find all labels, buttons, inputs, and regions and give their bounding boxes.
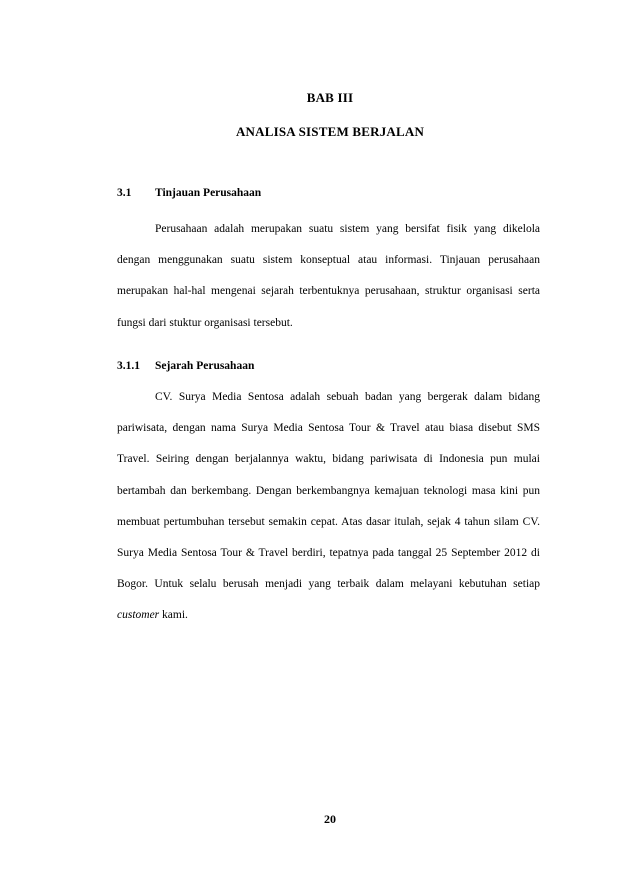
chapter-title: ANALISA SISTEM BERJALAN [235,124,425,139]
chapter-number: BAB III [306,90,354,105]
section-title: Tinjauan Perusahaan [155,187,262,199]
page-number: 20 [324,812,336,826]
section-paragraph: Perusahaan adalah merupakan suatu sistem yang bersifat fisik yang dikelola dengan menggunakan suatu sistem konseptual atau informasi. Tinjauan perusahaan merupakan hal-hal mengenai sejarah terbentuknya perusahaan, struktur organisasi serta fungsi dari stuktur organisasi tersebut. [117,223,540,329]
subsection-number: 3.1.1 [117,360,140,372]
subsection-title: Sejarah Perusahaan [155,360,255,372]
subsection-heading [117,360,254,372]
section-number: 3.1 [117,187,132,199]
section-heading [117,187,261,199]
subsection-paragraph [117,382,540,632]
paragraph-italic-term: customer [117,609,160,622]
paragraph-text: CV. Surya Media Sentosa adalah sebuah badan yang bergerak dalam bidang pariwisata, dengan nama Surya Media Sentosa Tour & Travel atau biasa disebut SMS Travel. Seiring dengan berjalannya waktu, bidang pariwisata di Indonesia pun mulai bertambah dan berkembang. Dengan berkembangnya kemajuan teknologi masa kini pun membuat pertumbuhan tersebut semakin cepat. Atas dasar itulah, sejak 4 tahun silam CV. Surya Media Sentosa Tour & Travel berdiri, tepatnya pada tanggal 25 September 2012 di Bogor. Untuk selalu berusah menjadi yang terbaik dalam melayani kebutuhan setiap [117,391,540,591]
paragraph-ending: kami. [162,609,188,622]
